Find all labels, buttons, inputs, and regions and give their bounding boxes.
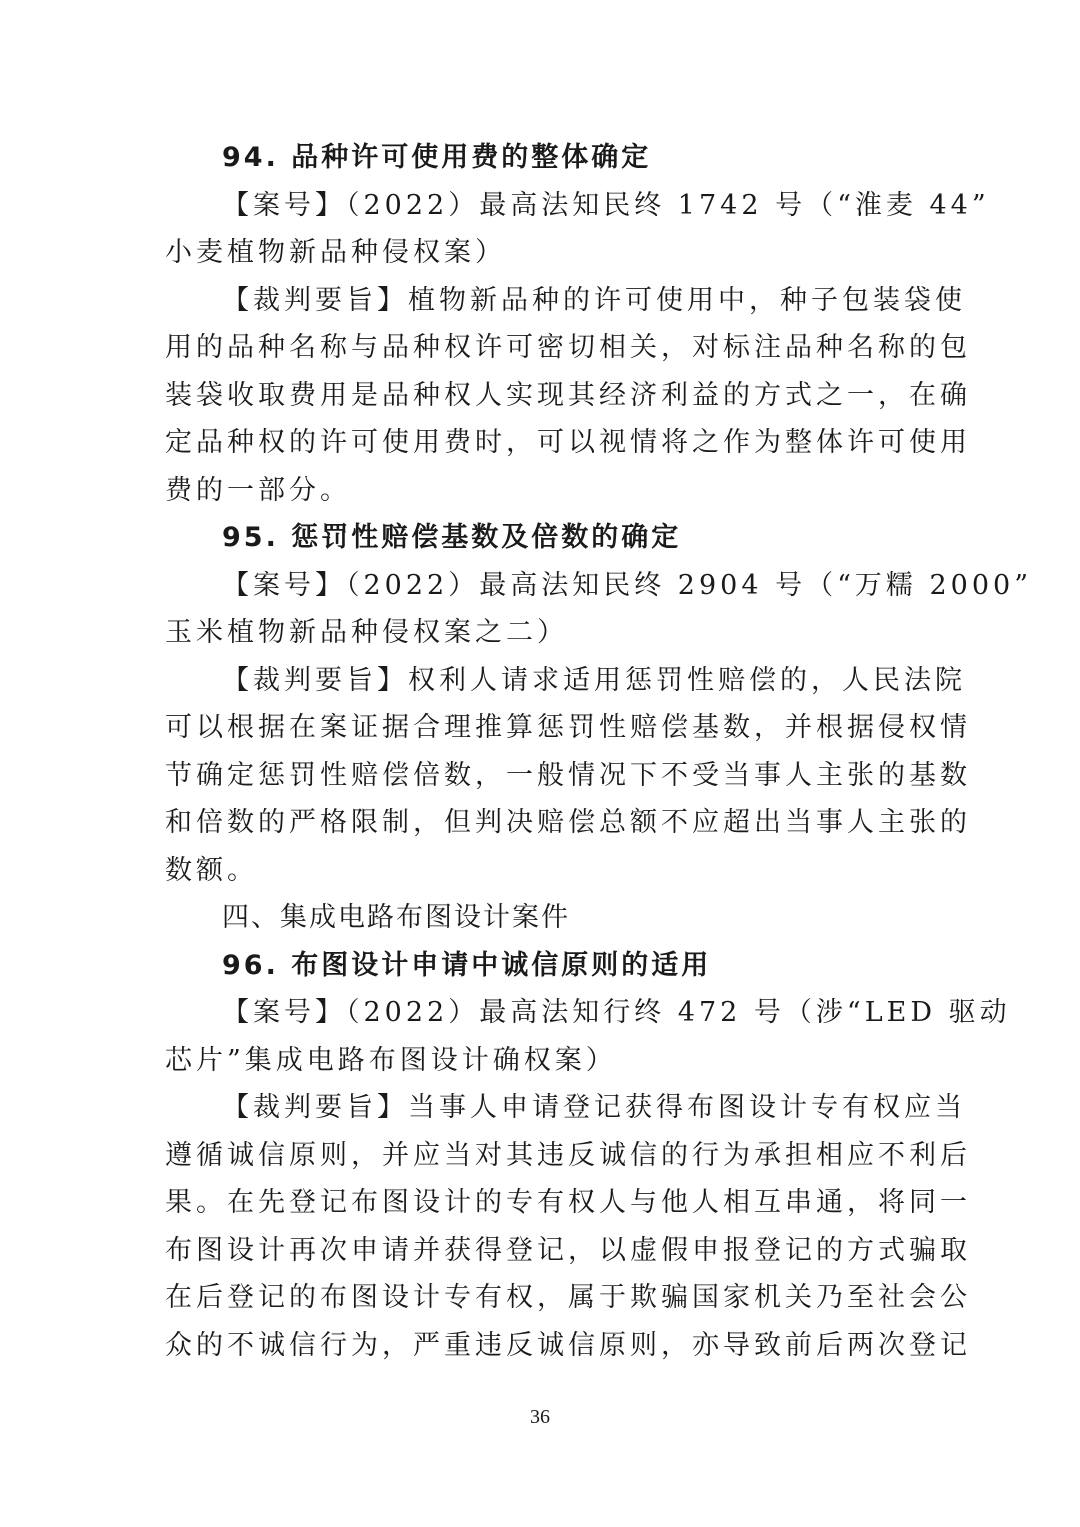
holding-96-line-1: 【裁判要旨】当事人申请登记获得布图设计专有权应当 bbox=[222, 1092, 966, 1123]
holding-96-line-2: 遵循诚信原则，并应当对其违反诚信的行为承担相应不利后 bbox=[165, 1139, 971, 1171]
holding-95-line-5: 数额。 bbox=[165, 854, 258, 886]
holding-95-line-4: 和倍数的严格限制，但判决赔偿总额不应超出当事人主张的 bbox=[165, 807, 971, 838]
holding-96-line-4: 布图设计再次申请并获得登记，以虚假申报登记的方式骗取 bbox=[165, 1234, 971, 1266]
holding-94-line-2: 用的品种名称与品种权许可密切相关，对标注品种名称的包 bbox=[165, 332, 971, 363]
case-number-96: 【案号】（2022）最高法知行终 472 号（涉“LED 驱动 bbox=[222, 997, 1011, 1028]
section-heading-ic-layout: 四、集成电路布图设计案件 bbox=[222, 902, 570, 933]
holding-95-line-3: 节确定惩罚性赔偿倍数，一般情况下不受当事人主张的基数 bbox=[165, 759, 971, 791]
heading-94: 94. 品种许可使用费的整体确定 bbox=[222, 142, 652, 173]
document-body bbox=[165, 134, 1032, 1369]
holding-96-line-5: 在后登记的布图设计专有权，属于欺骗国家机关乃至社会公 bbox=[165, 1282, 971, 1313]
case-name-95: 玉米植物新品种侵权案之二） bbox=[165, 617, 568, 648]
holding-95-line-2: 可以根据在案证据合理推算惩罚性赔偿基数，并根据侵权情 bbox=[165, 712, 971, 743]
page-number: 36 bbox=[530, 1406, 550, 1428]
holding-96-line-3: 果。在先登记布图设计的专有权人与他人相互串通，将同一 bbox=[165, 1187, 971, 1218]
case-number-95: 【案号】（2022）最高法知民终 2904 号（“万糯 2000” bbox=[222, 569, 1032, 601]
case-name-94: 小麦植物新品种侵权案） bbox=[165, 237, 506, 268]
holding-95-line-1: 【裁判要旨】权利人请求适用惩罚性赔偿的，人民法院 bbox=[222, 664, 966, 696]
case-number-94: 【案号】（2022）最高法知民终 1742 号（“淮麦 44” bbox=[222, 189, 990, 221]
holding-96-line-6: 众的不诚信行为，严重违反诚信原则，亦导致前后两次登记 bbox=[165, 1329, 971, 1361]
case-name-96: 芯片”集成电路布图设计确权案） bbox=[165, 1044, 617, 1076]
holding-94-line-5: 费的一部分。 bbox=[165, 474, 351, 506]
heading-96: 96. 布图设计申请中诚信原则的适用 bbox=[222, 949, 712, 981]
heading-95: 95. 惩罚性赔偿基数及倍数的确定 bbox=[222, 522, 682, 553]
holding-94-line-1: 【裁判要旨】植物新品种的许可使用中，种子包装袋使 bbox=[222, 284, 966, 316]
holding-94-line-3: 装袋收取费用是品种权人实现其经济利益的方式之一，在确 bbox=[165, 379, 971, 411]
holding-94-line-4: 定品种权的许可使用费时，可以视情将之作为整体许可使用 bbox=[165, 427, 971, 458]
